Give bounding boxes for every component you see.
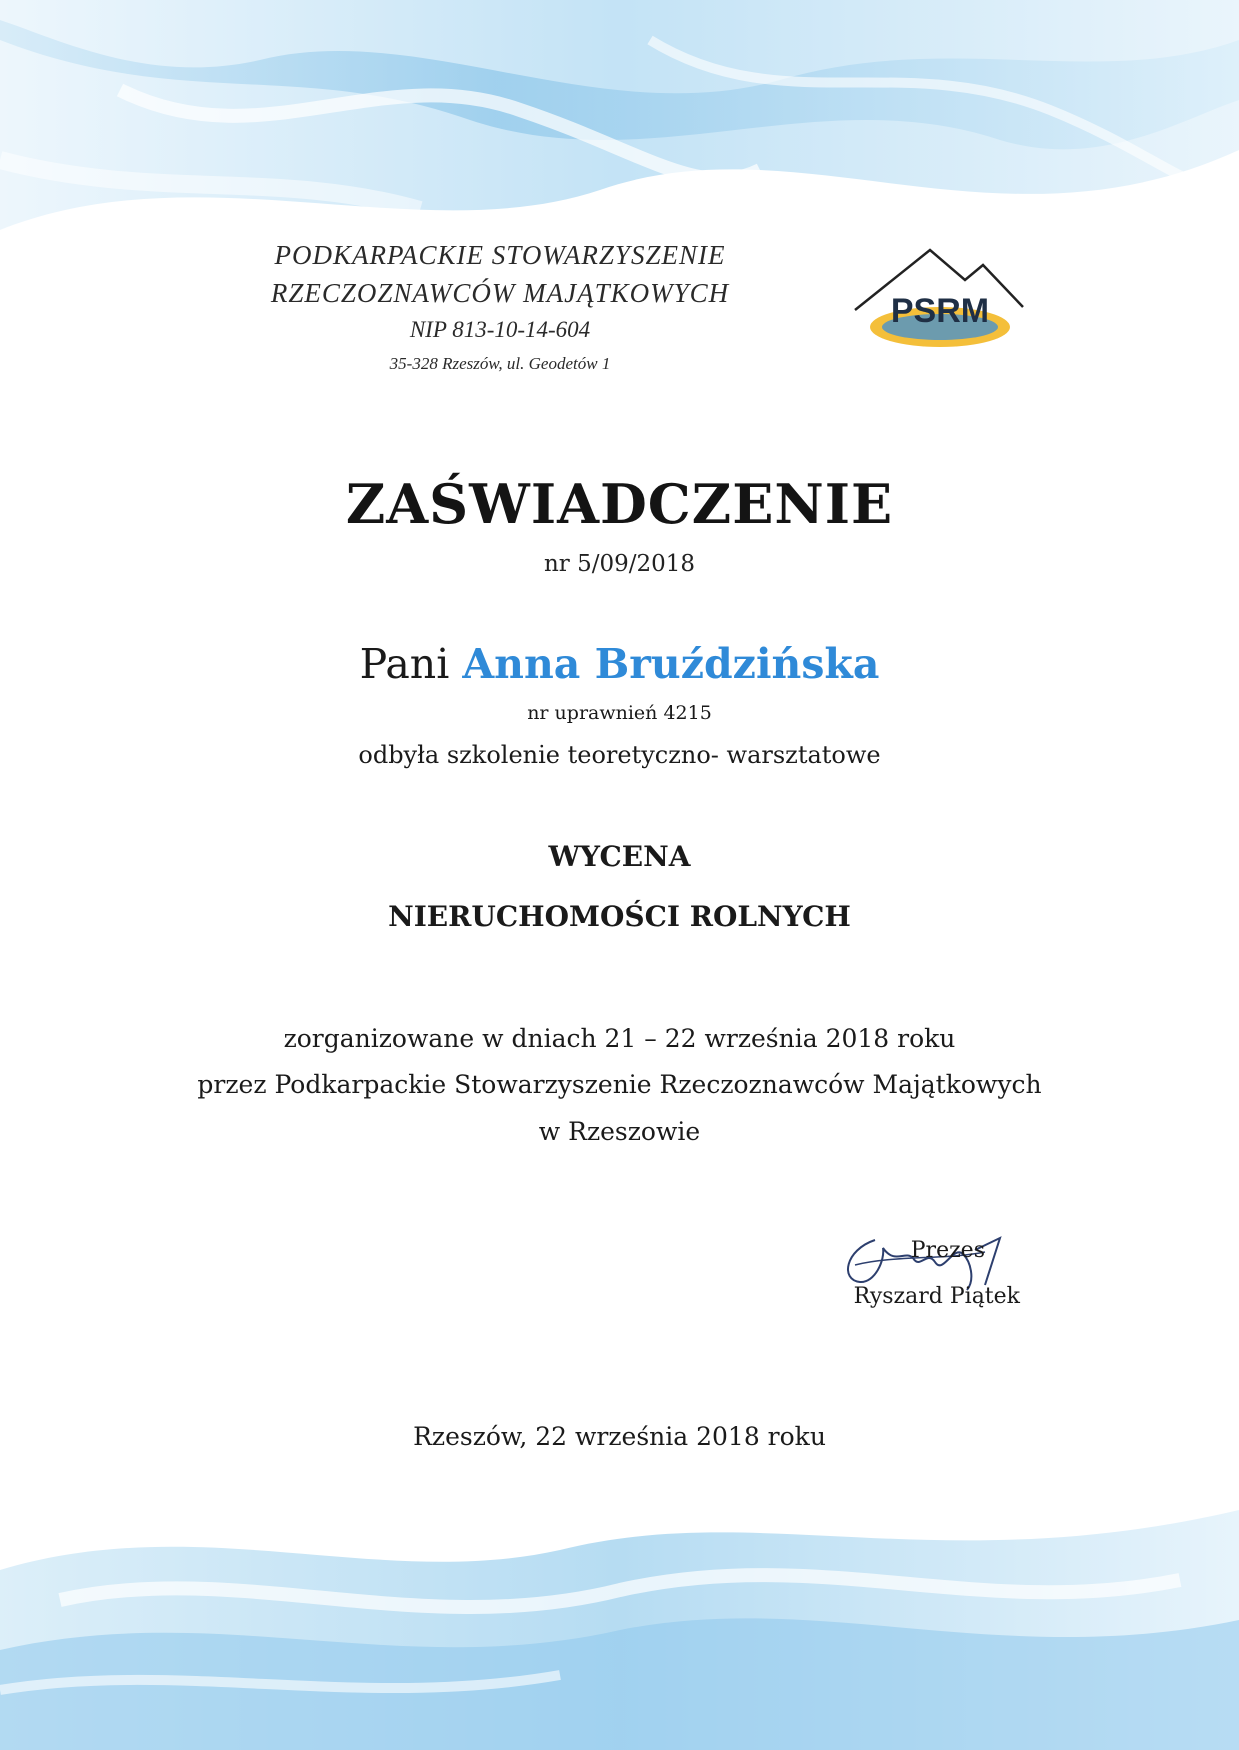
organized-line2: przez Podkarpackie Stowarzyszenie Rzeczoznawców Majątkowych <box>197 1070 1042 1099</box>
course-title-line2: NIERUCHOMOŚCI ROLNYCH <box>388 900 851 933</box>
decorative-wave-bottom <box>0 1450 1239 1750</box>
organized-line1: zorganizowane w dniach 21 – 22 września 2018 roku <box>283 1024 956 1053</box>
organization-address: 35-328 Rzeszów, ul. Geodetów 1 <box>389 354 611 373</box>
signatory-name: Ryszard Piątek <box>853 1284 1020 1309</box>
salutation: Pani <box>359 640 450 688</box>
psrm-logo <box>845 245 1030 360</box>
license-number: nr uprawnień 4215 <box>527 702 712 724</box>
signature-block <box>820 1228 1020 1320</box>
organization-nip: NIP 813-10-14-604 <box>409 317 591 342</box>
place-and-date: Rzeszów, 22 września 2018 roku <box>413 1422 826 1451</box>
organization-name-line1: PODKARPACKIE STOWARZYSZENIE <box>274 240 726 270</box>
signatory-role: Prezes <box>910 1238 985 1263</box>
logo-text: PSRM <box>890 292 990 330</box>
organization-header <box>220 236 780 380</box>
completed-text: odbyła szkolenie teoretyczno- warsztatowe <box>358 741 881 769</box>
organized-line3: w Rzeszowie <box>538 1117 701 1146</box>
certificate-number: nr 5/09/2018 <box>543 551 696 577</box>
organization-name-line2: RZECZOZNAWCÓW MAJĄTKOWYCH <box>270 278 730 308</box>
certificate-title: ZAŚWIADCZENIE <box>345 472 894 536</box>
recipient-line <box>0 640 1239 688</box>
recipient-name: Anna Bruździńska <box>462 640 880 688</box>
course-title-line1: WYCENA <box>548 840 691 873</box>
